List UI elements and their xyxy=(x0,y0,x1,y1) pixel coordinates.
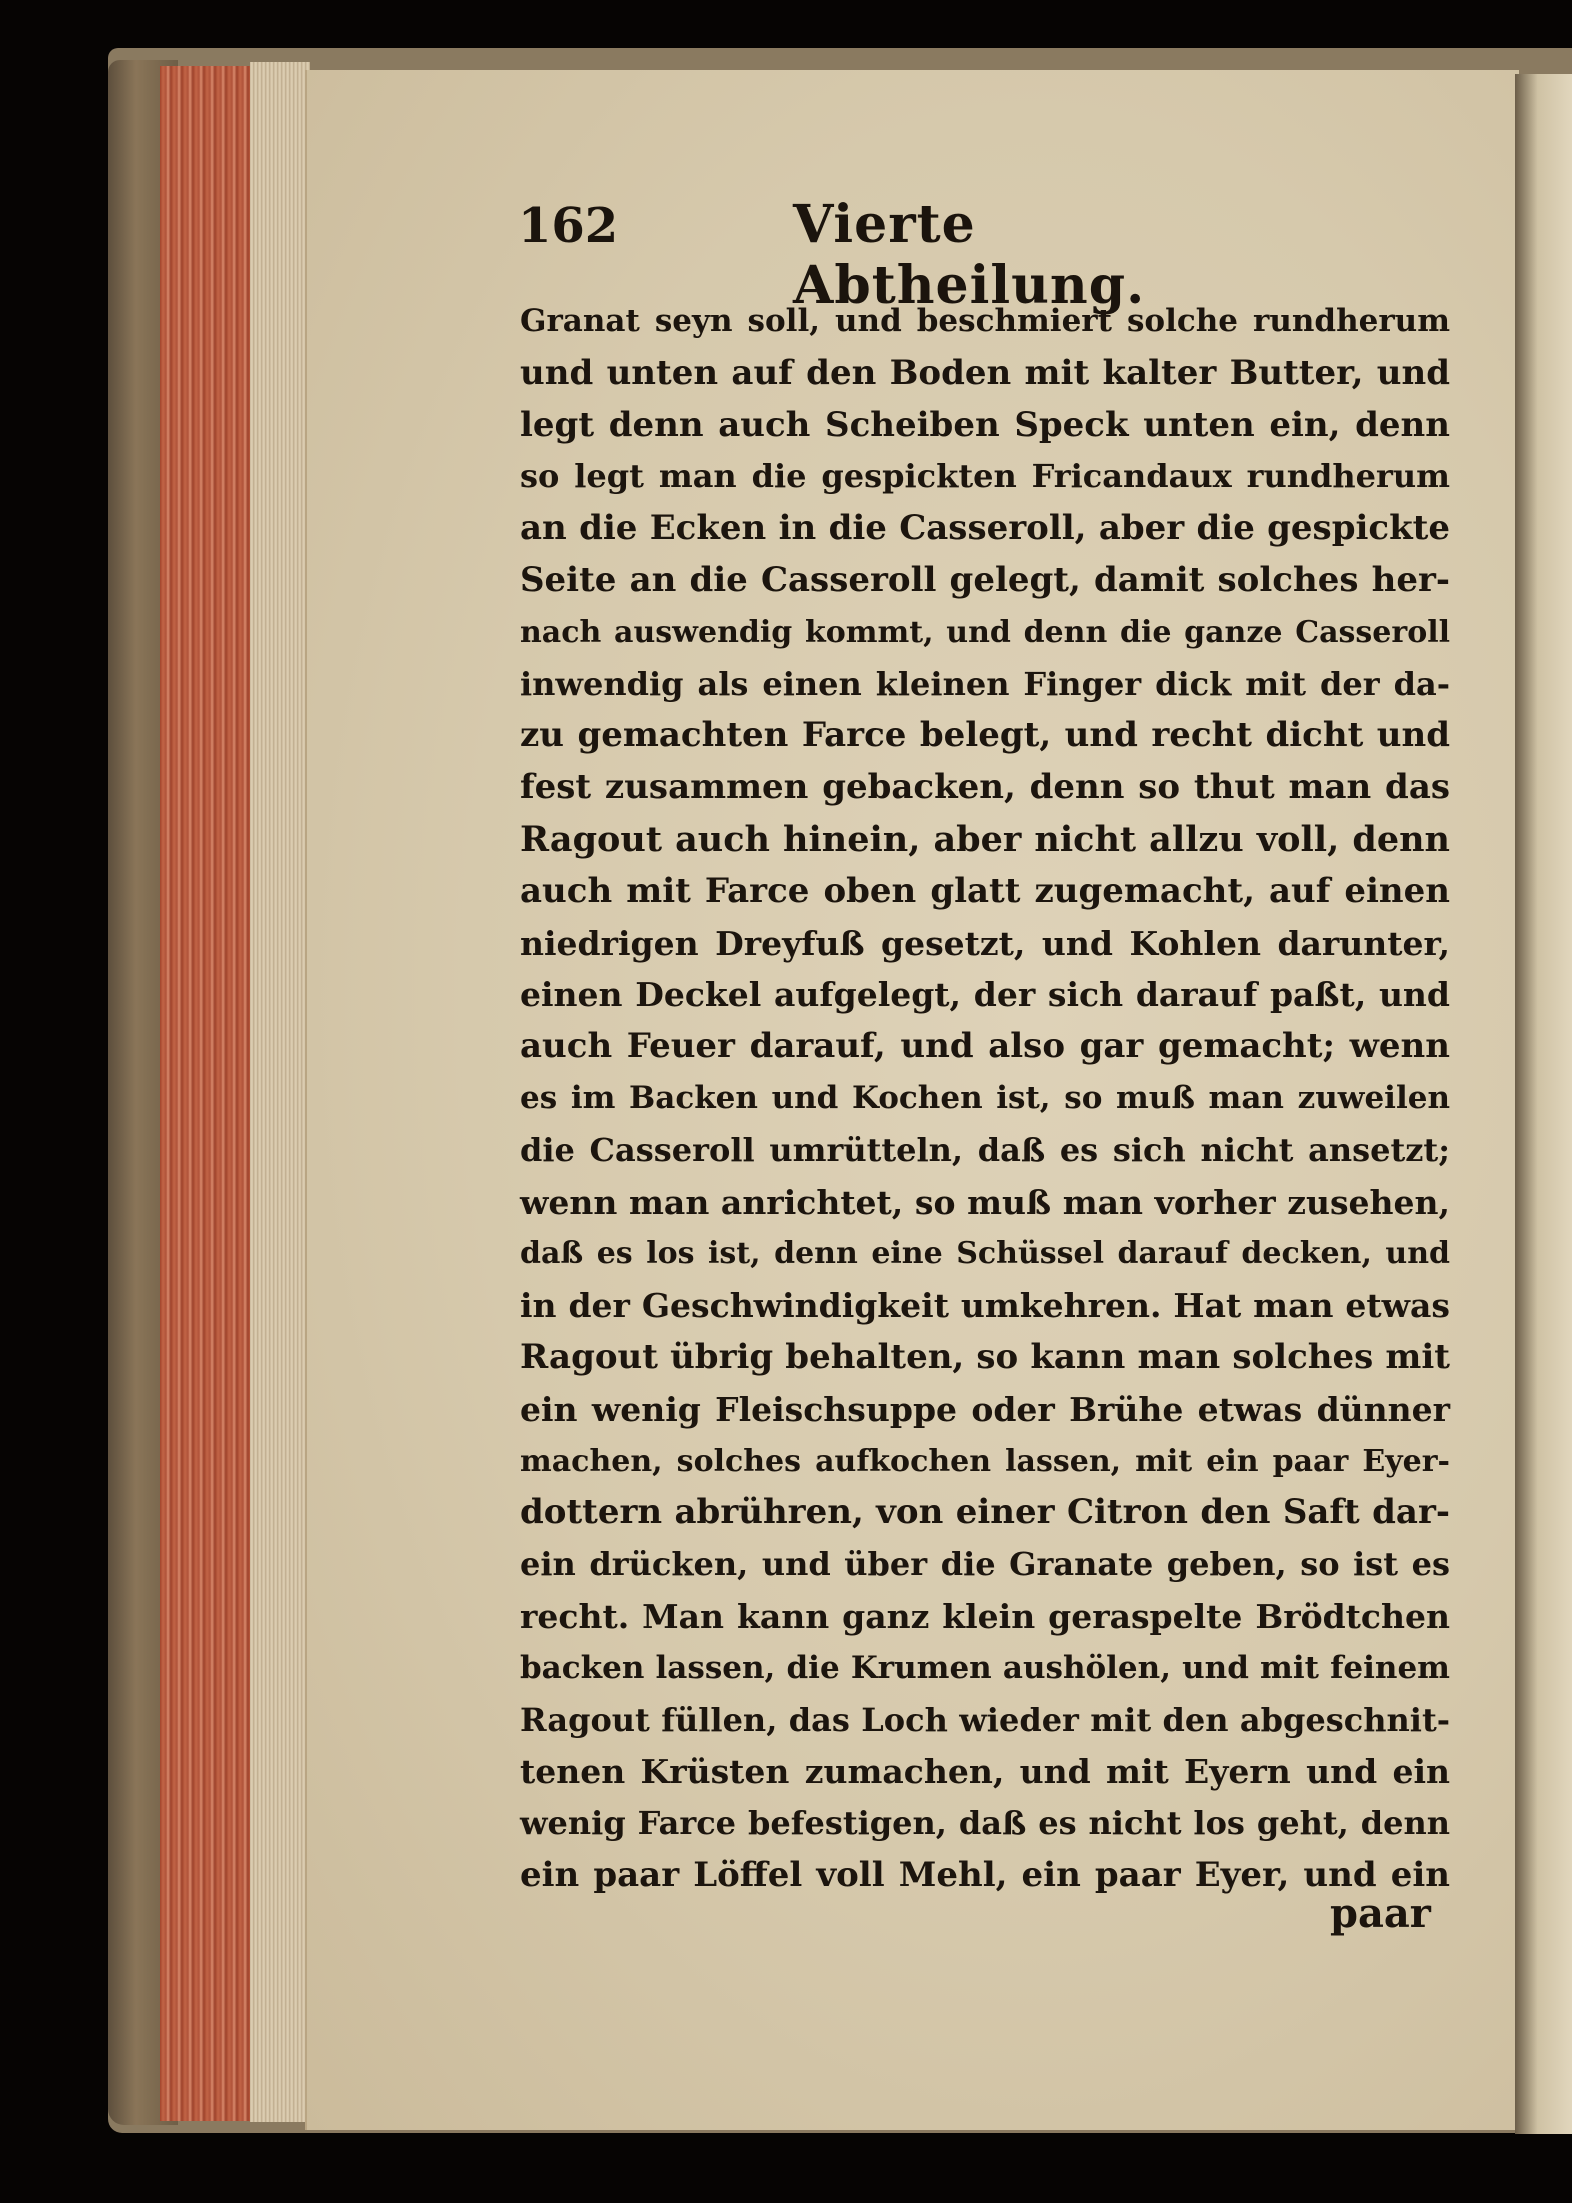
text-line: niedrigen Dreyfuß gesetzt, und Kohlen darunter, xyxy=(520,923,1450,963)
text-line: Ragout füllen, das Loch wieder mit den abgeschnit- xyxy=(520,1700,1450,1739)
text-line: ein paar Löffel voll Mehl, ein paar Eyer, und ein xyxy=(520,1854,1450,1895)
text-line: es im Backen und Kochen ist, so muß man zuweilen xyxy=(520,1079,1450,1116)
text-line: die Casseroll umrütteln, daß es sich nicht ansetzt; xyxy=(520,1130,1450,1169)
text-line: Granat seyn soll, und beschmiert solche rundherum xyxy=(520,303,1450,339)
body-text xyxy=(520,296,1450,1902)
text-line: einen Deckel aufgelegt, der sich darauf paßt, und xyxy=(520,975,1450,1015)
text-line: ein drücken, und über die Granate geben, so ist es xyxy=(520,1545,1450,1584)
text-line: Ragout auch hinein, aber nicht allzu voll, denn xyxy=(520,818,1450,860)
text-line: zu gemachten Farce belegt, und recht dicht und xyxy=(520,715,1450,756)
text-line: und unten auf den Boden mit kalter Butter, und xyxy=(520,352,1450,393)
text-line: Seite an die Casseroll gelegt, damit solches her- xyxy=(520,559,1450,600)
text-line: inwendig als einen kleinen Finger dick mit der da- xyxy=(520,664,1450,703)
text-line: dottern abrühren, von einer Citron den Saft dar- xyxy=(520,1492,1450,1533)
text-line: auch mit Farce oben glatt zugemacht, auf einen xyxy=(520,870,1450,911)
text-line: daß es los ist, denn eine Schüssel darauf decken, und xyxy=(520,1236,1450,1272)
text-line: nach auswendig kommt, und denn die ganze Casseroll xyxy=(520,614,1450,650)
running-title: Vierte Abtheilung. xyxy=(793,194,1146,316)
text-line: an die Ecken in die Casseroll, aber die gespickte xyxy=(520,508,1450,549)
text-line: so legt man die gespickten Fricandaux rundherum xyxy=(520,457,1450,496)
text-line: legt denn auch Scheiben Speck unten ein, denn xyxy=(520,404,1450,445)
text-line: backen lassen, die Krumen aushölen, und mit feinem xyxy=(520,1649,1450,1686)
catchword: paar xyxy=(1330,1890,1431,1937)
text-line: ein wenig Fleischsuppe oder Brühe etwas dünner xyxy=(520,1389,1450,1429)
text-line: fest zusammen gebacken, denn so thut man das xyxy=(520,767,1450,808)
text-line: machen, solches aufkochen lassen, mit ein paar Eyer- xyxy=(520,1443,1450,1479)
text-line: wenig Farce befestigen, daß es nicht los geht, denn xyxy=(520,1804,1450,1843)
page-header xyxy=(518,190,1198,316)
text-line: in der Geschwindigkeit umkehren. Hat man etwas xyxy=(520,1286,1450,1326)
text-line: Ragout übrig behalten, so kann man solches mit xyxy=(520,1336,1450,1377)
text-line: tenen Krüsten zumachen, und mit Eyern und ein xyxy=(520,1752,1450,1792)
page-number: 162 xyxy=(518,198,619,254)
text-line: auch Feuer darauf, und also gar gemacht; wenn xyxy=(520,1026,1450,1067)
text-line: recht. Man kann ganz klein geraspelte Brödtchen xyxy=(520,1596,1450,1636)
facing-page-gutter xyxy=(1515,74,1572,2134)
text-line: wenn man anrichtet, so muß man vorher zusehen, xyxy=(520,1182,1450,1222)
page-edges-light xyxy=(250,62,310,2122)
